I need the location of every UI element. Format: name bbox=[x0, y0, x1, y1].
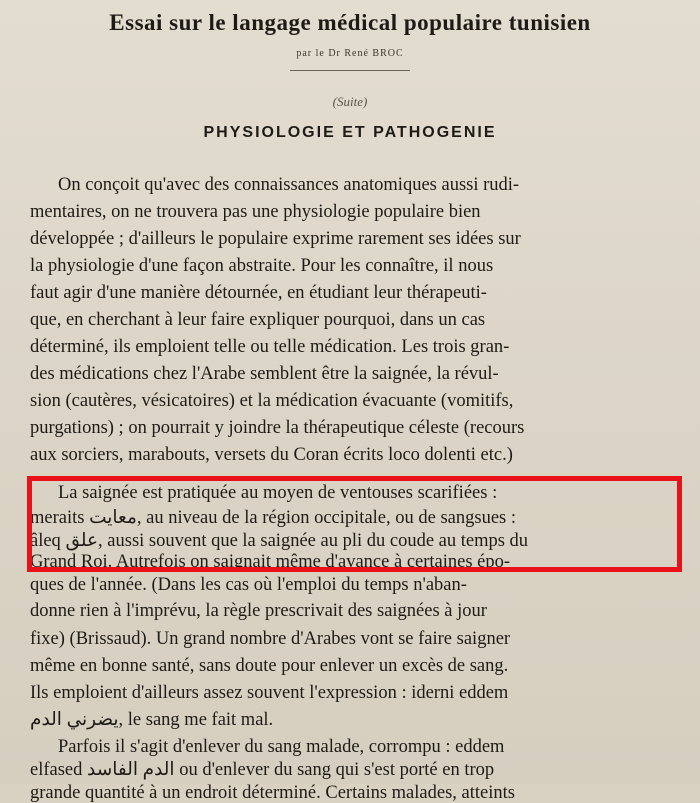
text-line: Parfois il s'agit d'enlever du sang malade, corrompu : eddem bbox=[58, 737, 505, 757]
text-line: meraits معايت, au niveau de la région occipitale, ou de sangsues : bbox=[30, 508, 516, 528]
text-line: La saignée est pratiquée au moyen de ventouses scarifiées : bbox=[58, 483, 498, 503]
text-line: que, en cherchant à leur faire expliquer pourquoi, dans un cas bbox=[30, 310, 486, 330]
text-line: grande quantité à un endroit déterminé. Certains malades, atteints bbox=[30, 783, 515, 803]
author-line: par le Dr René BROC bbox=[296, 48, 404, 59]
text-line: aux sorciers, marabouts, versets du Coran écrits loco dolenti etc.) bbox=[30, 445, 513, 465]
text-line: développée ; d'ailleurs le populaire exprime rarement ses idées sur bbox=[30, 229, 521, 249]
article-title: Essai sur le langage médical populaire tunisien bbox=[109, 10, 591, 35]
text-line: la physiologie d'une façon abstraite. Pour les connaître, il nous bbox=[30, 256, 494, 276]
text-line: elfased الدم الفاسد ou d'enlever du sang qui s'est porté en trop bbox=[30, 760, 495, 780]
text-line: يضرني الدم, le sang me fait mal. bbox=[30, 710, 274, 730]
text-line: purgations) ; on pourrait y joindre la thérapeutique céleste (recours bbox=[30, 418, 525, 438]
text-line: sion (cautères, vésicatoires) et la médication évacuante (vomitifs, bbox=[30, 391, 514, 411]
text-line: mentaires, on ne trouvera pas une physiologie populaire bien bbox=[30, 202, 481, 222]
section-heading: PHYSIOLOGIE ET PATHOGENIE bbox=[203, 124, 497, 141]
divider-rule bbox=[290, 70, 410, 71]
text-line: Ils emploient d'ailleurs assez souvent l'expression : iderni eddem bbox=[30, 683, 509, 703]
text-line: donne rien à l'imprévu, la règle prescrivait des saignées à jour bbox=[30, 601, 487, 621]
text-line: même en bonne santé, sans doute pour enlever un excès de sang. bbox=[30, 656, 509, 676]
text-line: On conçoit qu'avec des connaissances anatomiques aussi rudi- bbox=[58, 175, 520, 195]
text-line: faut agir d'une manière détournée, en étudiant leur thérapeuti- bbox=[30, 283, 487, 303]
highlight-box bbox=[27, 476, 682, 572]
text-line: ques de l'année. (Dans les cas où l'emploi du temps n'aban- bbox=[30, 575, 467, 595]
text-line: des médications chez l'Arabe semblent être la saignée, la révul- bbox=[30, 364, 499, 384]
suite-label: (Suite) bbox=[332, 94, 368, 109]
text-line: déterminé, ils emploient telle ou telle médication. Les trois gran- bbox=[30, 337, 510, 357]
text-line: fixe) (Brissaud). Un grand nombre d'Arabes vont se faire saigner bbox=[30, 629, 511, 649]
text-line: Grand Roi. Autrefois on saignait même d'avance à certaines épo- bbox=[30, 552, 511, 572]
text-line: âleq علق, aussi souvent que la saignée au pli du coude au temps du bbox=[30, 531, 529, 551]
